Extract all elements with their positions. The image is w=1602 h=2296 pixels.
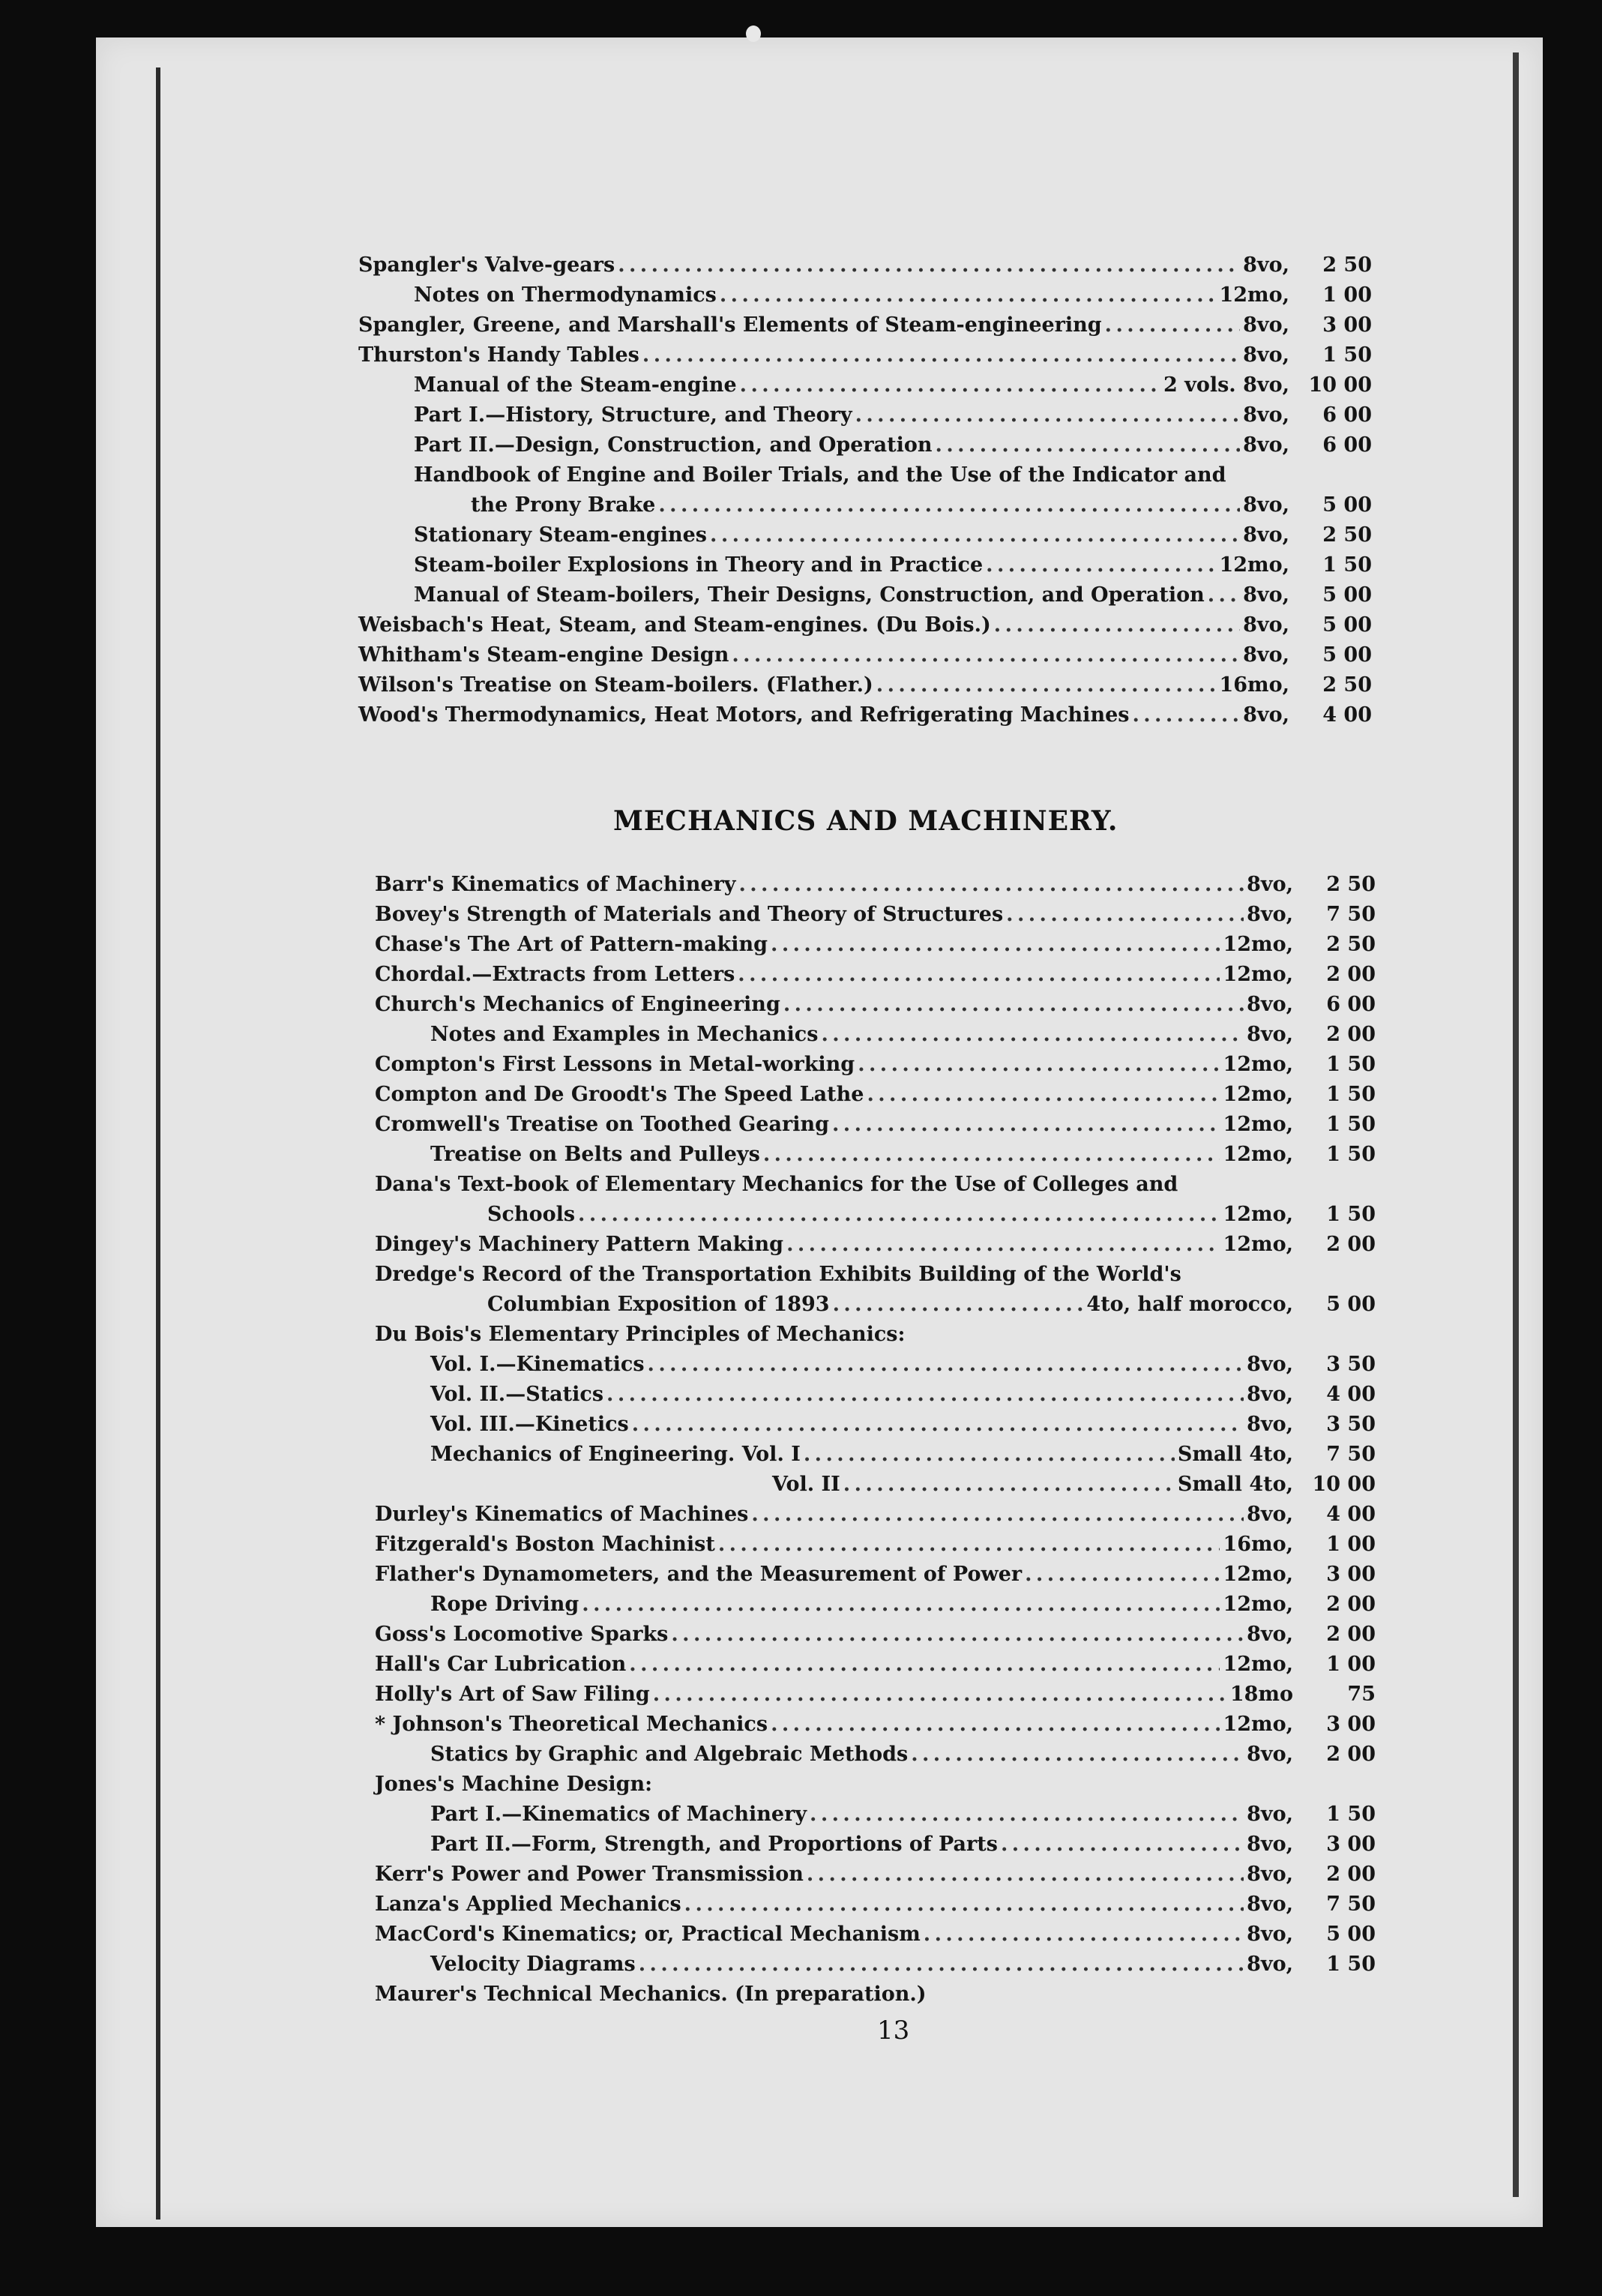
entry-price: 2 50 [1322, 523, 1372, 547]
entry-format: 8vo, [1247, 993, 1293, 1016]
entry-format: 12mo, [1223, 1083, 1293, 1106]
entry-format: 8vo, [1243, 583, 1289, 607]
entry-format: 8vo, [1247, 1413, 1293, 1436]
entry-format: 8vo, [1247, 1623, 1293, 1646]
catalog-entry [375, 1710, 1376, 1740]
catalog-entry [358, 460, 1372, 490]
catalog-entry [375, 1200, 1376, 1230]
catalog-entry [375, 1920, 1376, 1950]
entry-title: Church's Mechanics of Engineering [375, 993, 780, 1016]
entry-title: Weisbach's Heat, Steam, and Steam-engines. (Du Bois.) [358, 613, 991, 637]
dot-leader [771, 930, 1220, 960]
entry-format: 12mo, [1223, 1203, 1293, 1226]
entry-title: Lanza's Applied Mechanics [375, 1893, 681, 1916]
catalog-entry [375, 1290, 1376, 1320]
entry-format: 8vo, [1243, 493, 1289, 517]
entry-title: Goss's Locomotive Sparks [375, 1623, 669, 1646]
catalog-entry [375, 1440, 1376, 1470]
entry-format: 4to, half morocco, [1086, 1293, 1293, 1316]
dot-leader [786, 1230, 1220, 1260]
catalog-entry [375, 1980, 1376, 2010]
entry-price: 10 00 [1308, 373, 1372, 397]
catalog-entry [358, 550, 1372, 580]
entry-price: 3 00 [1326, 1713, 1376, 1736]
entry-price: 2 50 [1326, 933, 1376, 956]
dot-leader [1001, 1830, 1244, 1860]
entry-title: Dredge's Record of the Transportation Exhibits Building of the World's [375, 1263, 1181, 1286]
entry-format: Small 4to, [1177, 1473, 1293, 1496]
entry-price: 2 00 [1326, 1593, 1376, 1616]
dot-leader [1025, 1560, 1220, 1590]
catalog-entry [358, 280, 1372, 310]
entry-format: 8vo, [1243, 403, 1289, 427]
entry-title: Whitham's Steam-engine Design [358, 643, 729, 667]
dot-leader [986, 550, 1216, 580]
catalog-entry [358, 700, 1372, 730]
dot-leader [642, 340, 1240, 370]
entry-price: 1 50 [1326, 1083, 1376, 1106]
entry-format: 12mo, [1223, 1563, 1293, 1586]
entry-format: 18mo [1229, 1683, 1293, 1706]
dot-leader [618, 250, 1240, 280]
catalog-entry [375, 1230, 1376, 1260]
entry-title: Schools [487, 1203, 576, 1226]
catalog-entry [358, 370, 1372, 400]
entry-format: 8vo, [1247, 1923, 1293, 1946]
dot-leader [858, 1050, 1220, 1080]
entry-format: 12mo, [1223, 1233, 1293, 1256]
entry-price: 5 00 [1322, 613, 1372, 637]
dot-leader [732, 640, 1240, 670]
entry-price: 7 50 [1326, 903, 1376, 926]
entry-price: 5 00 [1326, 1293, 1376, 1316]
entry-price: 4 00 [1326, 1383, 1376, 1406]
dot-leader [911, 1740, 1244, 1770]
entry-title: Spangler's Valve-gears [358, 253, 615, 277]
catalog-entry [375, 990, 1376, 1020]
entry-title: Rope Driving [430, 1593, 579, 1616]
entry-title: Spangler, Greene, and Marshall's Elements of Steam-engineering [358, 313, 1102, 337]
entry-format: 12mo, [1219, 553, 1289, 577]
entry-format: 12mo, [1223, 963, 1293, 986]
entry-title: Hall's Car Lubrication [375, 1653, 627, 1676]
entry-title: Notes and Examples in Mechanics [430, 1023, 819, 1046]
entry-format: 2 vols. 8vo, [1163, 373, 1289, 397]
dot-leader [924, 1920, 1244, 1950]
entry-format: 8vo, [1247, 1893, 1293, 1916]
entry-price: 2 50 [1322, 253, 1372, 277]
entry-format: 12mo, [1219, 283, 1289, 307]
entry-title: MacCord's Kinematics; or, Practical Mechanism [375, 1923, 921, 1946]
entry-title: Vol. III.—Kinetics [430, 1413, 629, 1436]
catalog-entry [375, 1650, 1376, 1680]
entry-format: 8vo, [1243, 253, 1289, 277]
dot-leader [855, 400, 1241, 430]
catalog-entry [375, 1530, 1376, 1560]
entry-title: Wilson's Treatise on Steam-boilers. (Flather.) [358, 673, 873, 697]
entry-format: 8vo, [1247, 903, 1293, 926]
catalog-entry [358, 340, 1372, 370]
entry-title: Flather's Dynamometers, and the Measurement of Power [375, 1563, 1023, 1586]
entry-price: 3 00 [1322, 313, 1372, 337]
catalog-entry [375, 1830, 1376, 1860]
entry-title: Durley's Kinematics of Machines [375, 1503, 749, 1526]
entry-price: 3 50 [1326, 1353, 1376, 1376]
dot-leader [833, 1290, 1084, 1320]
entry-title: Statics by Graphic and Algebraic Methods [430, 1743, 909, 1766]
dot-leader [783, 990, 1244, 1020]
entry-format: 8vo, [1243, 523, 1289, 547]
catalog-entry [358, 250, 1372, 280]
entry-price: 2 50 [1326, 873, 1376, 896]
entry-format: 8vo, [1247, 873, 1293, 896]
catalog-entry [375, 930, 1376, 960]
entry-format: 8vo, [1243, 343, 1289, 367]
dot-leader [648, 1350, 1244, 1380]
entry-title: Manual of the Steam-engine [414, 373, 737, 397]
dot-leader [658, 490, 1240, 520]
dot-leader [1208, 580, 1240, 610]
entry-format: 12mo, [1223, 1143, 1293, 1166]
entry-price: 1 50 [1326, 1143, 1376, 1166]
entry-format: 8vo, [1247, 1833, 1293, 1856]
entry-price: 2 00 [1326, 1233, 1376, 1256]
catalog-entry [375, 1590, 1376, 1620]
entry-title: Notes on Thermodynamics [414, 283, 717, 307]
entry-format: 16mo, [1223, 1533, 1293, 1556]
entry-title: Chordal.—Extracts from Letters [375, 963, 735, 986]
dot-leader [876, 670, 1217, 700]
dot-leader [671, 1620, 1244, 1650]
entry-price: 1 00 [1326, 1653, 1376, 1676]
catalog-entry [358, 610, 1372, 640]
catalog-entry [358, 430, 1372, 460]
page-number: 13 [877, 2016, 910, 2046]
entry-price: 2 00 [1326, 1023, 1376, 1046]
entry-title: Wood's Thermodynamics, Heat Motors, and Refrigerating Machines [358, 703, 1130, 727]
entry-title: Maurer's Technical Mechanics. (In preparation.) [375, 1983, 927, 2006]
gutter-line [156, 67, 160, 2220]
dot-leader [710, 520, 1240, 550]
catalog-entry [375, 1080, 1376, 1110]
catalog-entry [375, 1890, 1376, 1920]
catalog-entry [375, 1050, 1376, 1080]
catalog-entry [375, 1500, 1376, 1530]
entry-title: Bovey's Strength of Materials and Theory of Structures [375, 903, 1004, 926]
entry-price: 2 00 [1326, 1743, 1376, 1766]
entry-price: 6 00 [1326, 993, 1376, 1016]
entry-format: 8vo, [1247, 1953, 1293, 1976]
dot-leader [582, 1590, 1220, 1620]
dot-leader [936, 430, 1241, 460]
catalog-entry [375, 1170, 1376, 1200]
dot-leader [807, 1860, 1244, 1890]
entry-format: 8vo, [1243, 433, 1289, 457]
catalog-entry [375, 1770, 1376, 1800]
catalog-entry [375, 1380, 1376, 1410]
entry-format: 12mo, [1223, 933, 1293, 956]
dot-leader [718, 1530, 1220, 1560]
entry-title: Barr's Kinematics of Machinery [375, 873, 736, 896]
catalog-entry [375, 960, 1376, 990]
entry-price: 75 [1347, 1683, 1376, 1706]
entry-price: 5 00 [1322, 493, 1372, 517]
catalog-entry [358, 640, 1372, 670]
page-right-edge [1513, 52, 1519, 2197]
dot-leader [751, 1500, 1244, 1530]
catalog-entry [375, 1740, 1376, 1770]
dot-leader [1105, 310, 1240, 340]
entry-format: 8vo, [1247, 1023, 1293, 1046]
entry-title: Dingey's Machinery Pattern Making [375, 1233, 784, 1256]
entry-title: Steam-boiler Explosions in Theory and in Practice [414, 553, 984, 577]
entry-title: Treatise on Belts and Pulleys [430, 1143, 760, 1166]
entry-format: 12mo, [1223, 1593, 1293, 1616]
catalog-entry [375, 1800, 1376, 1830]
entry-title: Stationary Steam-engines [414, 523, 708, 547]
entry-format: 8vo, [1247, 1383, 1293, 1406]
dot-leader [1006, 900, 1244, 930]
entry-title: Part I.—Kinematics of Machinery [430, 1803, 807, 1826]
catalog-section-steam [358, 250, 1372, 730]
entry-title: Part I.—History, Structure, and Theory [414, 403, 852, 427]
entry-title: Dana's Text-book of Elementary Mechanics for the Use of Colleges and [375, 1173, 1178, 1196]
entry-price: 1 50 [1326, 1803, 1376, 1826]
catalog-entry [375, 1320, 1376, 1350]
entry-title: Jones's Machine Design: [375, 1773, 653, 1796]
entry-title: Velocity Diagrams [430, 1953, 636, 1976]
entry-price: 4 00 [1326, 1503, 1376, 1526]
dot-leader [653, 1680, 1227, 1710]
entry-title: Holly's Art of Saw Filing [375, 1683, 650, 1706]
entry-title: Thurston's Handy Tables [358, 343, 639, 367]
entry-price: 7 50 [1326, 1893, 1376, 1916]
entry-price: 6 00 [1322, 433, 1372, 457]
entry-format: 12mo, [1223, 1713, 1293, 1736]
section-heading: MECHANICS AND MACHINERY. [613, 805, 1118, 837]
catalog-entry [358, 400, 1372, 430]
catalog-entry [375, 1560, 1376, 1590]
entry-format: 8vo, [1243, 313, 1289, 337]
entry-title: Chase's The Art of Pattern-making [375, 933, 768, 956]
entry-format: 8vo, [1247, 1863, 1293, 1886]
catalog-entry [375, 1260, 1376, 1290]
entry-format: 12mo, [1223, 1053, 1293, 1076]
catalog-entry [375, 1110, 1376, 1140]
entry-title: * Johnson's Theoretical Mechanics [375, 1713, 768, 1736]
entry-price: 2 50 [1322, 673, 1372, 697]
entry-price: 1 00 [1326, 1533, 1376, 1556]
entry-price: 3 00 [1326, 1563, 1376, 1586]
entry-format: 8vo, [1243, 643, 1289, 667]
entry-title: Vol. II.—Statics [430, 1383, 604, 1406]
entry-title: the Prony Brake [471, 493, 656, 517]
entry-price: 3 00 [1326, 1833, 1376, 1856]
entry-format: 16mo, [1219, 673, 1289, 697]
entry-price: 2 00 [1326, 1623, 1376, 1646]
entry-format: 8vo, [1243, 703, 1289, 727]
dot-leader [639, 1950, 1244, 1980]
dot-leader [763, 1140, 1220, 1170]
entry-price: 1 50 [1326, 1113, 1376, 1136]
entry-price: 1 50 [1322, 343, 1372, 367]
entry-format: 8vo, [1247, 1503, 1293, 1526]
entry-title: Du Bois's Elementary Principles of Mechanics: [375, 1323, 906, 1346]
dot-leader [606, 1380, 1244, 1410]
entry-price: 2 00 [1326, 1863, 1376, 1886]
entry-format: Small 4to, [1177, 1443, 1293, 1466]
entry-title: Manual of Steam-boilers, Their Designs, Construction, and Operation [414, 583, 1205, 607]
entry-format: 8vo, [1247, 1743, 1293, 1766]
entry-price: 5 00 [1326, 1923, 1376, 1946]
entry-price: 1 50 [1326, 1203, 1376, 1226]
entry-price: 7 50 [1326, 1443, 1376, 1466]
entry-price: 10 00 [1312, 1473, 1376, 1496]
entry-price: 2 00 [1326, 963, 1376, 986]
entry-price: 3 50 [1326, 1413, 1376, 1436]
dot-leader [1132, 700, 1240, 730]
entry-title: Part II.—Form, Strength, and Proportions of Parts [430, 1833, 998, 1856]
entry-price: 1 50 [1326, 1053, 1376, 1076]
catalog-entry [375, 1680, 1376, 1710]
catalog-entry [358, 310, 1372, 340]
catalog-entry [375, 1470, 1376, 1500]
entry-price: 1 50 [1322, 553, 1372, 577]
scan-mark [746, 25, 761, 42]
catalog-entry [375, 1140, 1376, 1170]
dot-leader [632, 1410, 1244, 1440]
entry-price: 1 50 [1326, 1953, 1376, 1976]
dot-leader [867, 1080, 1220, 1110]
entry-price: 5 00 [1322, 583, 1372, 607]
dot-leader [578, 1200, 1220, 1230]
dot-leader [740, 370, 1160, 400]
dot-leader [738, 960, 1220, 990]
catalog-entry [375, 1350, 1376, 1380]
entry-price: 4 00 [1322, 703, 1372, 727]
catalog-entry [375, 1620, 1376, 1650]
entry-title: Compton and De Groodt's The Speed Lathe [375, 1083, 864, 1106]
dot-leader [771, 1710, 1220, 1740]
catalog-entry [358, 580, 1372, 610]
catalog-entry [375, 870, 1376, 900]
dot-leader [810, 1800, 1244, 1830]
catalog-entry [375, 1020, 1376, 1050]
catalog-entry [375, 1950, 1376, 1980]
entry-title: Vol. II [772, 1473, 840, 1496]
dot-leader [804, 1440, 1175, 1470]
entry-title: Compton's First Lessons in Metal-working [375, 1053, 855, 1076]
catalog-entry [358, 490, 1372, 520]
entry-title: Fitzgerald's Boston Machinist [375, 1533, 715, 1556]
entry-title: Vol. I.—Kinematics [430, 1353, 645, 1376]
entry-format: 12mo, [1223, 1653, 1293, 1676]
dot-leader [821, 1020, 1244, 1050]
dot-leader [629, 1650, 1220, 1680]
entry-title: Mechanics of Engineering. Vol. I [430, 1443, 801, 1466]
entry-title: Part II.—Design, Construction, and Operation [414, 433, 933, 457]
dot-leader [832, 1110, 1220, 1140]
catalog-entry [375, 1860, 1376, 1890]
dot-leader [684, 1890, 1244, 1920]
entry-format: 8vo, [1243, 613, 1289, 637]
entry-price: 6 00 [1322, 403, 1372, 427]
entry-title: Columbian Exposition of 1893 [487, 1293, 830, 1316]
catalog-entry [358, 520, 1372, 550]
dot-leader [738, 870, 1244, 900]
dot-leader [720, 280, 1217, 310]
dot-leader [994, 610, 1240, 640]
catalog-entry [375, 1410, 1376, 1440]
catalog-entry [358, 670, 1372, 700]
entry-title: Kerr's Power and Power Transmission [375, 1863, 804, 1886]
catalog-section-mechanics [375, 870, 1376, 2010]
catalog-entry [375, 900, 1376, 930]
dot-leader [843, 1470, 1175, 1500]
entry-format: 8vo, [1247, 1353, 1293, 1376]
entry-price: 1 00 [1322, 283, 1372, 307]
entry-title: Cromwell's Treatise on Toothed Gearing [375, 1113, 829, 1136]
entry-title: Handbook of Engine and Boiler Trials, and the Use of the Indicator and [414, 463, 1226, 487]
entry-price: 5 00 [1322, 643, 1372, 667]
entry-format: 12mo, [1223, 1113, 1293, 1136]
entry-format: 8vo, [1247, 1803, 1293, 1826]
